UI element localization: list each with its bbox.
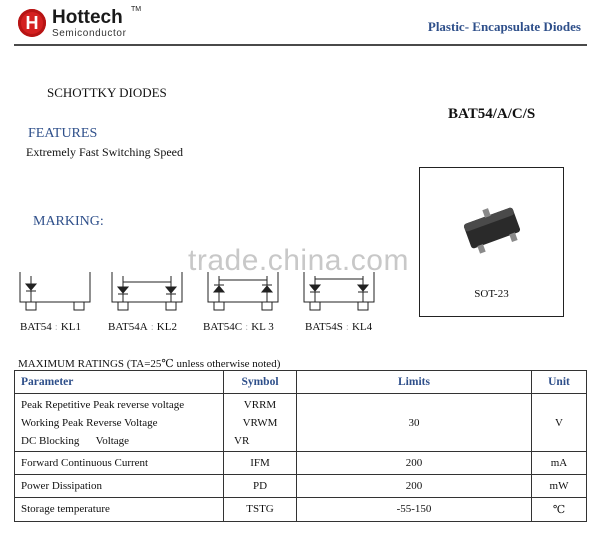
- marking-label: BAT54A : KL2: [108, 321, 177, 333]
- symbol-line: VRWM: [242, 416, 278, 429]
- symbol-cell: IFM: [224, 452, 297, 475]
- watermark-text: trade.china.com: [188, 244, 409, 277]
- parameter-line: Working Peak Reverse Voltage: [21, 416, 158, 429]
- table-row: [15, 474, 587, 497]
- table-row: [15, 452, 587, 475]
- header-divider: [14, 44, 587, 46]
- company-subtitle: Semiconductor: [52, 28, 127, 39]
- symbol-cell: [224, 394, 297, 452]
- trademark-mark: TM: [131, 6, 142, 13]
- limit-cell: 200: [297, 452, 532, 475]
- unit-cell: mA: [532, 452, 587, 475]
- parameter-line: DC Blocking Voltage: [21, 434, 130, 447]
- marking-code: KL1: [60, 321, 82, 333]
- marking-label: BAT54 : KL1: [20, 321, 82, 333]
- parameter-line: Peak Repetitive Peak reverse voltage: [21, 398, 185, 411]
- parameter-cell: Storage temperature: [15, 497, 224, 522]
- marking-heading: MARKING:: [33, 214, 104, 229]
- column-header-limits: Limits: [297, 371, 532, 394]
- marking-code: KL 3: [251, 321, 274, 333]
- company-logo-icon: [18, 9, 46, 37]
- parameter-cell: [15, 394, 224, 452]
- company-name: Hottech: [52, 7, 123, 28]
- marking-diagram-bat54: [20, 272, 90, 310]
- limit-cell: 30: [297, 394, 532, 452]
- package-label: SOT-23: [474, 288, 509, 300]
- part-number: BAT54/A/C/S: [448, 106, 536, 122]
- symbol-cell: PD: [224, 474, 297, 497]
- marking-label: BAT54S : KL4: [305, 321, 373, 333]
- column-header-symbol: Symbol: [224, 371, 297, 394]
- parameter-cell: Power Dissipation: [15, 474, 224, 497]
- symbol-line: VRRM: [243, 398, 277, 411]
- parameter-cell: Forward Continuous Current: [15, 452, 224, 475]
- unit-cell: V: [532, 394, 587, 452]
- product-category-title: SCHOTTKY DIODES: [47, 85, 167, 100]
- unit-cell: mW: [532, 474, 587, 497]
- symbol-cell: TSTG: [224, 497, 297, 522]
- table-header-row: [15, 371, 587, 394]
- marking-diagrams: [14, 262, 394, 320]
- marking-part: BAT54: [20, 321, 52, 333]
- column-header-unit: Unit: [532, 371, 587, 394]
- marking-part: BAT54A: [108, 321, 148, 333]
- marking-diagram-bat54a: [112, 272, 182, 310]
- limit-cell: 200: [297, 474, 532, 497]
- marking-label: BAT54C : KL 3: [203, 321, 274, 333]
- features-heading: FEATURES: [28, 126, 98, 141]
- unit-cell: ℃: [532, 497, 587, 522]
- table-row: [15, 497, 587, 522]
- marking-part: BAT54C: [203, 321, 243, 333]
- marking-code: KL2: [156, 321, 177, 333]
- ratings-table: [14, 370, 587, 522]
- document-title: Plastic- Encapsulate Diodes: [427, 19, 581, 34]
- features-text: Extremely Fast Switching Speed: [26, 145, 183, 159]
- column-header-parameter: Parameter: [15, 371, 224, 394]
- ratings-title: MAXIMUM RATINGS (TA=25℃ unless otherwise noted): [18, 358, 281, 370]
- marking-part: BAT54S: [305, 321, 343, 333]
- marking-diagram-bat54c: [208, 272, 278, 310]
- marking-code: KL4: [351, 321, 373, 333]
- logo-glyph: H: [25, 12, 39, 33]
- symbol-line: VR: [234, 434, 250, 447]
- limit-cell: -55-150: [297, 497, 532, 522]
- marking-diagram-bat54s: [304, 272, 374, 310]
- table-row: [15, 394, 587, 452]
